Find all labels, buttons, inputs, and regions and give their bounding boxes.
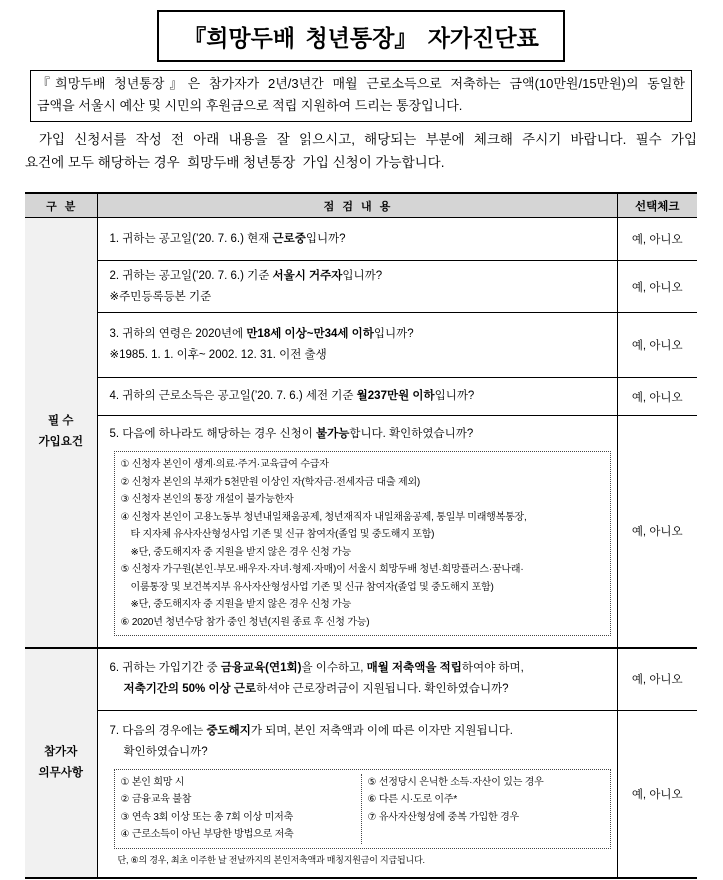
termination-cases-right [362, 774, 610, 844]
section-label-line: 참가자 [44, 745, 78, 758]
exclusion-item-line: ⑤ 신청자 가구원(본인·부모·배우자·자녀·형제·자매)이 서울시 희망두배 청년·희망플러스·꿈나래· [120, 564, 524, 575]
exclusion-item-line: ② 신청자 본인의 부채가 5천만원 이상인 자(학자금·전세자금 대출 제외) [120, 476, 421, 488]
termination-cases-left [115, 774, 362, 844]
exclusion-list [114, 451, 611, 636]
exclusion-item-line: ⑥ 2020년 청년수당 참가 중인 청년(지원 종료 후 신청 가능) [120, 616, 370, 628]
question-emphasis: 저축기간의 50% 이상 근로 [123, 683, 257, 696]
question-text-part: 가 되며, 본인 저축액과 이에 따른 이자만 지원됩니다. [250, 724, 513, 737]
check-option-1[interactable]: 예, 아니오 [617, 218, 697, 261]
section-label-required [25, 218, 97, 648]
page-title: 『희망두배 청년통장』 자가진단표 [183, 24, 539, 51]
question-5-text [110, 424, 611, 445]
table-row [25, 711, 697, 878]
question-text-part: 1. 귀하는 공고일(’20. 7. 6.) 현재 [109, 232, 273, 245]
question-text-part: 합니다. 확인하였습니까? [349, 428, 474, 440]
termination-case: ⑤ 선정당시 은닉한 소득·자산이 있는 경우 [367, 776, 544, 788]
question-text-part: 6. 귀하는 가입기간 중 [109, 662, 221, 675]
question-text-part: 입니까? [434, 390, 475, 402]
table-row [25, 648, 697, 711]
exclusion-item-5 [121, 561, 604, 614]
table-row [25, 378, 697, 416]
exclusion-item-6 [121, 614, 604, 632]
exclusion-item-2 [121, 474, 604, 492]
question-text-part: 확인하였습니까? [123, 745, 208, 758]
question-text-part: 입니까? [373, 328, 414, 340]
question-emphasis: 월237만원 이하 [356, 390, 435, 402]
exclusion-item-1 [121, 456, 604, 474]
check-option-3[interactable]: 예, 아니오 [617, 313, 697, 378]
question-4-text [110, 386, 611, 407]
exclusion-item-3 [121, 491, 604, 509]
question-text-part: 7. 다음의 경우에는 [109, 724, 207, 737]
termination-case: ③ 연속 3회 이상 또는 총 7회 이상 미저축 [120, 811, 294, 823]
check-option-2[interactable]: 예, 아니오 [617, 261, 697, 313]
table-row [25, 261, 697, 313]
self-check-table [25, 192, 697, 879]
question-text-part: 하여야 하며, [461, 662, 524, 675]
question-text-part: 하셔야 근로장려금이 지원됩니다. 확인하였습니까? [256, 683, 509, 696]
question-3-cell [97, 313, 617, 378]
section-label-line: 가입요건 [38, 436, 83, 449]
question-text-part: 4. 귀하의 근로소득은 공고일(’20. 7. 6.) 세전 기준 [109, 390, 357, 402]
question-1-text [110, 229, 611, 250]
title-box [157, 10, 565, 62]
question-text-part: 2. 귀하는 공고일(’20. 7. 6.) 기준 [109, 269, 273, 282]
question-5-cell [97, 416, 617, 648]
table-row [25, 218, 697, 261]
header-category: 구 분 [25, 193, 97, 218]
termination-case: ② 금융교육 불참 [120, 794, 192, 806]
question-2-note: ※주민등록등본 기준 [109, 290, 212, 303]
question-emphasis: 만18세 이상~만34세 이하 [246, 328, 374, 340]
question-emphasis: 불가능 [316, 428, 350, 440]
exclusion-item-line: ④ 신청자 본인이 고용노동부 청년내일채움공제, 청년재직자 내일채움공제, 통일부 미래행복통장, [120, 511, 527, 523]
section-label-obligations [25, 648, 97, 878]
header-content: 점 검 내 용 [97, 193, 617, 218]
exclusion-item-line: ③ 신청자 본인의 통장 개설이 불가능한자 [120, 494, 294, 505]
question-2-text [110, 266, 611, 287]
intro-line-1: 『희망두배 청년통장』은 참가자가 2년/3년간 매월 근로소득으로 저축하는 금액(10만원/15만원)의 동일한 [37, 76, 685, 91]
exclusion-item-note: ※단, 중도해지자 중 지원을 받지 않은 경우 신청 가능 [130, 599, 352, 610]
termination-case: ① 본인 희망 시 [120, 776, 185, 788]
header-check: 선택체크 [617, 193, 697, 218]
question-emphasis: 금융교육(연1회) [220, 662, 302, 675]
check-option-4[interactable]: 예, 아니오 [617, 378, 697, 416]
question-7-text-continued [110, 742, 611, 763]
intro-line-2: 금액을 서울시 예산 및 시민의 후원금으로 적립 지원하여 드리는 통장입니다. [37, 98, 463, 113]
guide-line-1: 가입 신청서를 작성 전 아래 내용을 잘 읽으시고, 해당되는 부분에 체크해 주시기 바랍니다. 필수 가입 [39, 132, 697, 147]
question-6-text [110, 658, 611, 679]
check-option-6[interactable]: 예, 아니오 [617, 648, 697, 711]
question-text-part: 5. 다음에 하나라도 해당하는 경우 신청이 [109, 428, 317, 440]
question-4-cell [97, 378, 617, 416]
question-emphasis: 서울시 거주자 [272, 269, 343, 282]
question-text-part: 입니까? [305, 232, 346, 245]
question-6-cell [97, 648, 617, 711]
question-7-text [110, 721, 611, 742]
termination-case: ④ 근로소득이 아닌 부당한 방법으로 저축 [120, 829, 294, 841]
guide-line-2: 요건에 모두 해당하는 경우 희망두배 청년통장 가입 신청이 가능합니다. [25, 155, 445, 170]
question-7-cell [97, 711, 617, 878]
question-emphasis: 중도해지 [206, 724, 251, 737]
question-3-note: ※1985. 1. 1. 이후~ 2002. 12. 31. 이전 출생 [109, 349, 327, 361]
table-row [25, 416, 697, 648]
table-row [25, 313, 697, 378]
question-text-part: 3. 귀하의 연령은 2020년에 [109, 328, 247, 340]
table-header-row [25, 193, 697, 218]
termination-footnote: 단, ⑥의 경우, 최초 이주한 날 전날까지의 본인저축액과 매칭지원금이 지급됩니다. [117, 854, 425, 865]
guide-paragraph [25, 128, 697, 174]
exclusion-item-note: ※단, 중도해지자 중 지원을 받지 않은 경우 신청 가능 [130, 546, 352, 558]
exclusion-item-line: 이룸통장 및 보건복지부 유사자산형성사업 기존 및 신규 참여자(졸업 및 중도해지 포함) [130, 581, 494, 593]
question-2-cell [97, 261, 617, 313]
exclusion-item-line: ① 신청자 본인이 생계·의료·주거·교육급여 수급자 [120, 459, 329, 470]
question-1-cell [97, 218, 617, 261]
check-option-7[interactable]: 예, 아니오 [617, 711, 697, 878]
termination-cases-box [114, 769, 611, 849]
question-3-text [110, 324, 611, 345]
termination-case: ⑥ 다른 시·도로 이주* [367, 794, 458, 806]
exclusion-item-4 [121, 509, 604, 562]
question-6-text-continued [110, 679, 611, 700]
question-text-part: 입니까? [342, 269, 383, 282]
termination-case: ⑦ 유사자산형성에 중복 가입한 경우 [367, 811, 520, 823]
section-label-line: 의무사항 [38, 766, 83, 779]
exclusion-item-line: 타 지자체 유사자산형성사업 기존 및 신규 참여자(졸업 및 중도해지 포함) [130, 529, 435, 540]
intro-box [30, 70, 692, 122]
check-option-5[interactable]: 예, 아니오 [617, 416, 697, 648]
section-label-line: 필 수 [48, 415, 74, 428]
question-text-part: 을 이수하고, [301, 662, 367, 675]
question-emphasis: 근로중 [272, 232, 306, 245]
question-emphasis: 매월 저축액을 적립 [366, 662, 462, 675]
